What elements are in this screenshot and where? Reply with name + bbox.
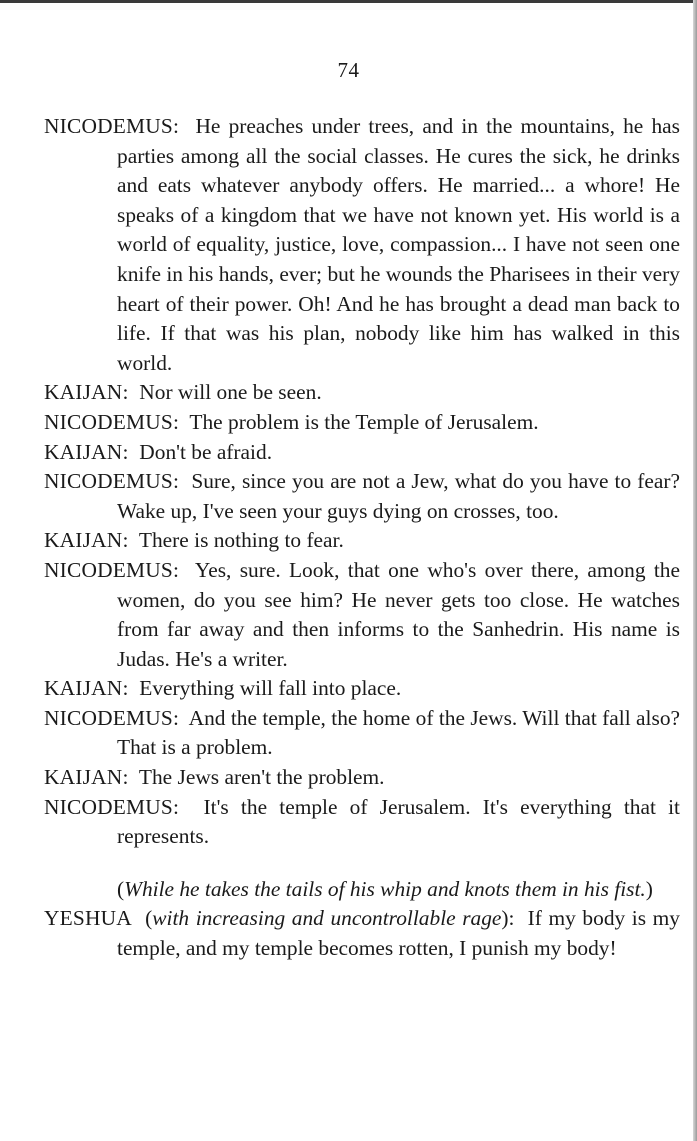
speaker-name: KAIJAN:: [44, 765, 129, 790]
speaker-name: KAIJAN:: [44, 439, 129, 464]
inline-direction: with increasing and uncontrollable rage: [152, 906, 502, 931]
speaker-name: KAIJAN:: [44, 380, 129, 405]
dialogue-entry: [44, 526, 680, 556]
dialogue-entry-final: [44, 904, 680, 963]
stage-direction-text: While he takes the tails of his whip and knots them in his fist.: [124, 876, 646, 901]
dialogue-line: There is nothing to fear.: [138, 528, 344, 553]
direction-paren-close: ):: [501, 906, 515, 931]
speaker-name: NICODEMUS:: [44, 705, 180, 730]
dialogue-line: He preaches under trees, and in the mountains, he has parties among all the social classes. He cures the sick, he drinks and eats whatever anybody offers. He married... a whore! He speaks of a kingdom that we have not known yet. His world is a world of equality, justice, love, compassion... I have not seen one knife in his hands, ever; but he wounds the Pharisees in their very heart of their power. Oh! And he has brought a dead man back to life. If that was his plan, nobody like him has walked in this world.: [117, 114, 680, 375]
dialogue-line: The Jews aren't the problem.: [138, 765, 385, 790]
dialogue-entry: [44, 793, 680, 852]
speaker-name: NICODEMUS:: [44, 794, 180, 819]
speaker-name: YESHUA: [44, 906, 132, 931]
speaker-name: KAIJAN:: [44, 676, 129, 701]
speaker-name: NICODEMUS:: [44, 557, 180, 582]
dialogue-entry: [44, 112, 680, 378]
dialogue-line: If my body is my temple, and my temple becomes rotten, I punish my body!: [117, 906, 680, 961]
stage-paren-close: ): [645, 876, 653, 901]
dialogue-entry: [44, 704, 680, 763]
dialogue-line: And the temple, the home of the Jews. Will that fall also? That is a problem.: [117, 705, 681, 760]
dialogue-line: Everything will fall into place.: [139, 676, 402, 701]
direction-paren-open: (: [145, 906, 153, 931]
dialogue-entry: [44, 674, 680, 704]
speaker-name: NICODEMUS:: [44, 409, 180, 434]
dialogue-line: Nor will one be seen.: [139, 380, 322, 405]
dialogue-entry: [44, 438, 680, 468]
speaker-name: NICODEMUS:: [44, 114, 180, 138]
script-body: [44, 112, 680, 964]
dialogue-entry: [44, 408, 680, 438]
dialogue-line: Sure, since you are not a Jew, what do you have to fear? Wake up, I've seen your guys dying on crosses, too.: [117, 469, 681, 523]
page-number: 74: [337, 58, 360, 82]
dialogue-line: Yes, sure. Look, that one who's over there, among the women, do you see him? He never gets too close. He watches from far away and then informs to the Sanhedrin. His name is Judas. He's a writer.: [117, 557, 680, 671]
page-top-edge: [0, 0, 697, 3]
speaker-name: KAIJAN:: [44, 528, 129, 553]
dialogue-entry: [44, 467, 680, 526]
dialogue-line: The problem is the Temple of Jerusalem.: [189, 409, 539, 434]
dialogue-line: It's the temple of Jerusalem. It's everything that it represents.: [117, 794, 680, 849]
dialogue-entry: [44, 763, 680, 793]
dialogue-line: Don't be afraid.: [139, 439, 273, 464]
dialogue-entry: [44, 378, 680, 408]
page-binding-edge: [693, 0, 697, 1141]
stage-paren-open: (: [117, 876, 125, 901]
stage-direction: [44, 875, 680, 905]
dialogue-entry: [44, 556, 680, 674]
speaker-name: NICODEMUS:: [44, 469, 180, 494]
